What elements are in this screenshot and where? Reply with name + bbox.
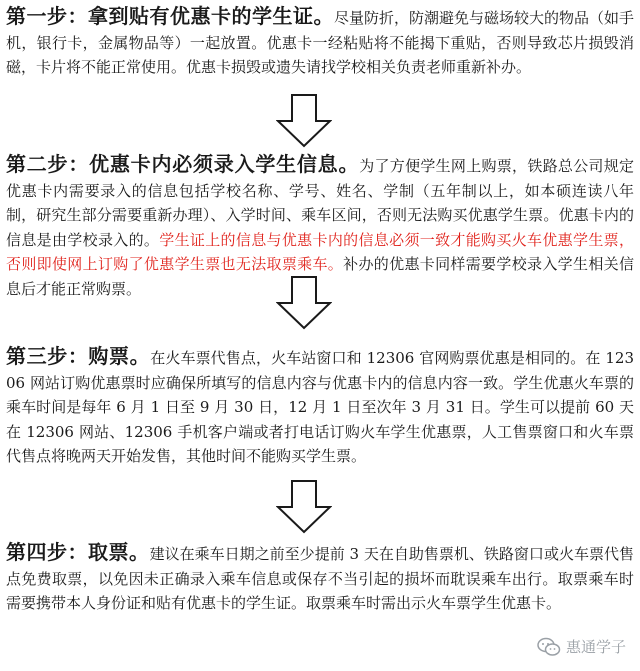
down-arrow-icon xyxy=(276,480,332,534)
step-2-warning: 学生证上的信息与优惠卡内的信息必须一致才能购买火车优惠学生票，否则即使网上订购了优惠学生票也无法取票乘车。 xyxy=(6,230,634,273)
watermark xyxy=(537,636,626,657)
step-4-body: 建议在乘车日期之前至少提前 3 天在自助售票机、铁路窗口或火车票代售点免费取票，以免因未正确录入乘车信息或保存不当引起的损坏而耽误乘车出行。取票乘车时需要携带本人身份证和贴有优惠卡的学生证。取票乘车时需出示火车票学生优惠卡。 xyxy=(6,545,634,612)
down-arrow-icon xyxy=(276,276,332,330)
step-2-title: 第二步：优惠卡内必须录入学生信息。 xyxy=(6,152,360,176)
step-1-body: 尽量防折，防潮避免与磁场较大的物品（如手机，银行卡，金属物品等）一起放置。优惠卡一经粘贴将不能揭下重贴，否则导致芯片损毁消磁，卡片将不能正常使用。优惠卡损毁或遗失请找学校相关负责老师重新补办。 xyxy=(6,9,635,76)
wechat-icon xyxy=(537,637,561,657)
watermark-text: 惠通学子 xyxy=(565,638,626,656)
step-2-body-tail: 补办的优惠卡同样需要学校录入学生相关信息后才能正常购票。 xyxy=(6,255,634,298)
step-3-body: 在火车票代售点，火车站窗口和 12306 官网购票优惠是相同的。在 12306 网站订购优惠票时应确保所填写的信息内容与优惠卡内的信息内容一致。学生优惠火车票的乘车时间是每年 6 月 1 日至 9 月 30 日，12 月 1 日至次年 3 月 31 日。学生可以提前 60 天在 12306 网站、12306 手机客户端或者打电话订购火车学生优惠票，人工售票窗口和火车票代售点将晚两天开始发售，其他时间不能购买学生票。 xyxy=(6,349,635,465)
step-1 xyxy=(6,4,634,80)
step-4 xyxy=(6,540,634,616)
step-1-title: 第一步：拿到贴有优惠卡的学生证。 xyxy=(6,4,334,28)
down-arrow-icon xyxy=(276,94,332,148)
step-2-body: 为了方便学生网上购票，铁路总公司规定优惠卡内需要录入的信息包括学校名称、学号、姓名、学制（五年制以上，如本硕连读八年制，研究生部分需要重新办理）、入学时间、乘车区间，否则无法购买优惠学生票。优惠卡内的信息是由学校录入的。 xyxy=(6,157,634,249)
step-3 xyxy=(6,344,634,469)
step-3-title: 第三步：购票。 xyxy=(6,344,151,368)
step-4-title: 第四步：取票。 xyxy=(6,540,150,564)
